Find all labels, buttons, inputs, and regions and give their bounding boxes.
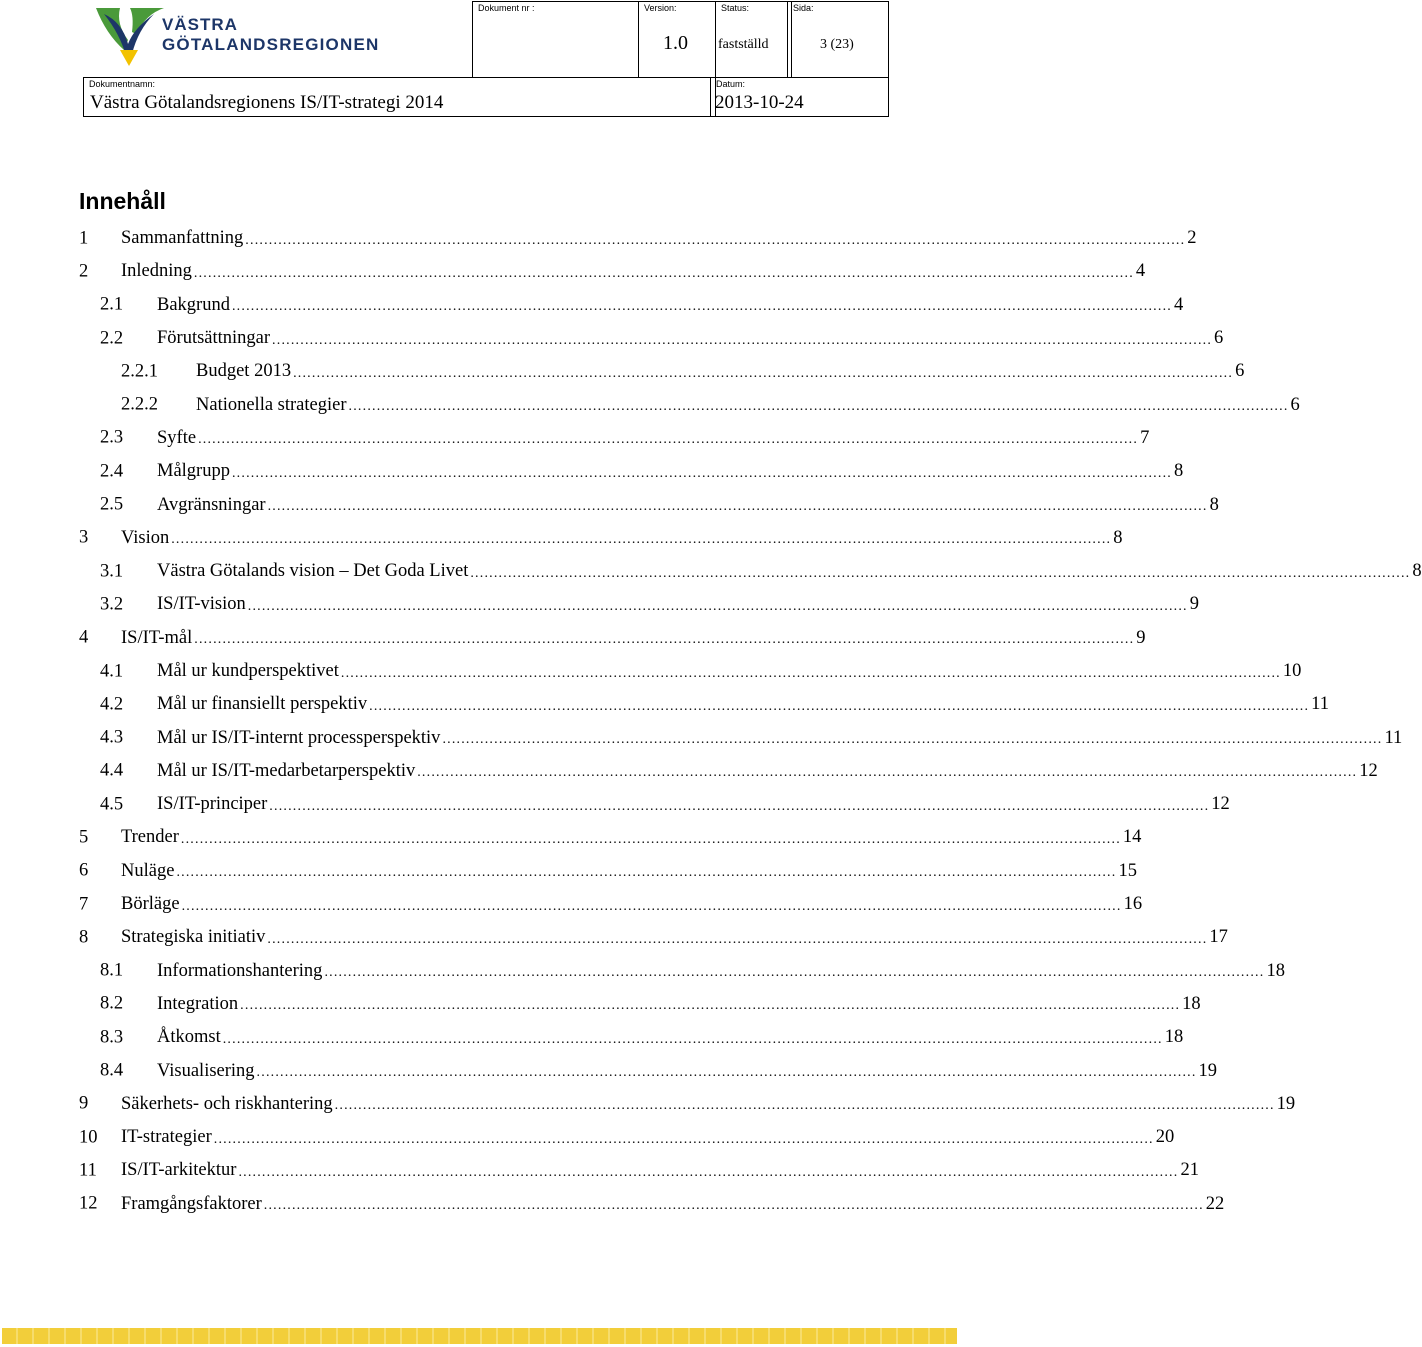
toc-entry-line <box>121 1154 1199 1187</box>
toc-entry-number: 4.5 <box>100 794 124 815</box>
status-value: fastställd <box>718 37 769 52</box>
toc-entry[interactable] <box>79 255 1146 288</box>
toc-entry-number: 4.3 <box>100 727 124 748</box>
toc-dot-leader: ........................................................................................................................................................................................................ <box>369 698 1310 714</box>
toc-dot-leader: ........................................................................................................................................................................................................ <box>256 1065 1197 1081</box>
toc-entry[interactable] <box>79 655 1302 688</box>
toc-dot-leader: ........................................................................................................................................................................................................ <box>171 532 1112 548</box>
toc-entry-page: 2 <box>1187 228 1197 249</box>
toc-entry-title: Mål ur IS/IT-internt processperspektiv <box>157 727 441 748</box>
toc-entry-number: 10 <box>79 1127 98 1148</box>
toc-entry[interactable] <box>79 488 1219 521</box>
toc-entry-number: 7 <box>79 894 89 915</box>
toc-entry[interactable] <box>79 289 1184 322</box>
page-cell <box>787 1 889 78</box>
toc-entry-line <box>157 322 1224 355</box>
toc-entry-number: 8.2 <box>100 993 124 1014</box>
date-cell <box>710 77 889 117</box>
toc-entry-title: IS/IT-arkitektur <box>121 1160 237 1181</box>
toc-entry-title: Avgränsningar <box>157 494 266 515</box>
toc-dot-leader: ........................................................................................................................................................................................................ <box>180 831 1121 847</box>
toc-entry[interactable] <box>79 755 1378 788</box>
version-cell <box>638 1 716 78</box>
toc-entry-line <box>121 622 1146 655</box>
toc-entry-page: 14 <box>1122 827 1142 848</box>
toc-entry-title: Mål ur finansiellt perspektiv <box>157 694 368 715</box>
toc-entry-title: IS/IT-vision <box>157 594 246 615</box>
toc-dot-leader: ........................................................................................................................................................................................................ <box>247 598 1188 614</box>
toc-entry-page: 8 <box>1412 561 1422 582</box>
toc-entry-line <box>157 988 1201 1021</box>
toc-entry-title: Visualisering <box>157 1060 255 1081</box>
status-cell <box>715 1 792 78</box>
toc-entry-line <box>121 1121 1175 1154</box>
logo-text-line1: VÄSTRA <box>162 15 238 34</box>
toc-dot-leader: ........................................................................................................................................................................................................ <box>181 898 1122 914</box>
page-label: Sida: <box>793 3 814 13</box>
toc-entry-line <box>157 755 1378 788</box>
doc-number-cell <box>472 1 639 78</box>
toc-entry-page: 17 <box>1209 927 1228 948</box>
toc-entry-line <box>196 388 1300 421</box>
toc-dot-leader: ........................................................................................................................................................................................................ <box>348 399 1289 415</box>
toc-entry-page: 8 <box>1209 494 1219 515</box>
toc-entry-line <box>196 355 1245 388</box>
toc-entry-line <box>121 1188 1225 1221</box>
toc-entry-title: Västra Götalands vision – Det Goda Livet <box>157 561 469 582</box>
toc-entry[interactable] <box>79 1088 1296 1121</box>
toc-entry-number: 2.2.1 <box>121 361 158 382</box>
toc-entry-number: 4 <box>79 627 89 648</box>
toc-entry-page: 19 <box>1198 1060 1218 1081</box>
toc-dot-leader: ........................................................................................................................................................................................................ <box>417 765 1358 781</box>
toc-entry-line <box>157 588 1199 621</box>
toc-entry[interactable] <box>79 1154 1199 1187</box>
toc-entry[interactable] <box>79 455 1184 488</box>
toc-entry-line <box>121 255 1146 288</box>
toc-entry-line <box>157 1054 1218 1087</box>
toc-entry-title: Säkerhets- och riskhantering <box>121 1093 333 1114</box>
logo-text-line2: GÖTALANDSREGIONEN <box>162 35 380 54</box>
toc-entry-page: 4 <box>1135 261 1146 282</box>
toc-entry-page: 20 <box>1155 1127 1175 1148</box>
toc-entry-page: 6 <box>1214 328 1224 349</box>
toc-entry-number: 4.1 <box>100 661 124 681</box>
toc-entry-page: 8 <box>1113 527 1123 548</box>
toc-dot-leader: ........................................................................................................................................................................................................ <box>231 465 1172 481</box>
toc-entry-title: Informationshantering <box>157 960 323 981</box>
doc-name-label: Dokumentnamn: <box>89 79 156 89</box>
toc-entry[interactable] <box>79 222 1197 255</box>
toc-entry-title: IS/IT-mål <box>121 627 193 648</box>
toc-entry-line <box>157 955 1285 988</box>
toc-entry-page: 19 <box>1276 1093 1296 1114</box>
toc-entry-line <box>121 921 1228 954</box>
toc-entry-line <box>157 455 1184 488</box>
toc-entry-number: 2.2 <box>100 328 124 349</box>
toc-entry-number: 1 <box>79 228 89 249</box>
toc-entry-number: 5 <box>79 827 89 848</box>
toc-entry-page: 4 <box>1173 294 1184 315</box>
toc-entry-page: 9 <box>1189 594 1199 615</box>
toc-entry-number: 4.2 <box>100 694 124 715</box>
toc-entry-number: 11 <box>79 1160 97 1181</box>
toc-entry-page: 18 <box>1266 960 1285 981</box>
toc-entry-title: Nuläge <box>121 860 175 881</box>
toc-entry-title: Trender <box>121 827 179 848</box>
toc-entry[interactable] <box>79 888 1143 921</box>
toc-entry-title: Börläge <box>121 894 180 915</box>
toc-entry-number: 3.1 <box>100 561 124 582</box>
toc-entry-line <box>157 688 1329 721</box>
toc-dot-leader: ........................................................................................................................................................................................................ <box>334 1098 1275 1114</box>
toc-dot-leader: ........................................................................................................................................................................................................ <box>213 1131 1154 1147</box>
toc-entry[interactable] <box>79 355 1245 388</box>
toc-entry-title: IS/IT-principer <box>157 794 268 815</box>
toc-entry[interactable] <box>79 1054 1218 1087</box>
toc-entry-page: 6 <box>1290 394 1300 415</box>
toc-entry-page: 11 <box>1384 727 1403 748</box>
toc-heading: Innehåll <box>79 188 166 214</box>
toc-dot-leader: ........................................................................................................................................................................................................ <box>198 432 1139 448</box>
toc-dot-leader: ........................................................................................................................................................................................................ <box>240 998 1181 1014</box>
toc-entry-line <box>121 1088 1296 1121</box>
toc-dot-leader: ........................................................................................................................................................................................................ <box>193 265 1134 281</box>
toc-entry-number: 8 <box>79 927 89 948</box>
toc-entry-line <box>157 721 1403 754</box>
toc-entry-title: Framgångsfaktorer <box>121 1193 262 1214</box>
toc-entry-page: 21 <box>1180 1160 1199 1181</box>
toc-entry-number: 2.1 <box>100 294 124 315</box>
document-header-table <box>83 1 889 117</box>
toc-dot-leader: ........................................................................................................................................................................................................ <box>269 798 1210 814</box>
version-value: 1.0 <box>663 32 688 54</box>
date-label: Datum: <box>716 79 746 89</box>
toc-entry-line <box>121 821 1142 854</box>
toc-entry-line <box>121 888 1143 921</box>
toc-entry-number: 12 <box>79 1193 98 1214</box>
toc-entry[interactable] <box>79 1188 1225 1221</box>
toc-entry-line <box>157 488 1219 521</box>
doc-name-cell <box>83 77 716 117</box>
toc-entry[interactable] <box>79 622 1146 655</box>
toc-entry-title: Budget 2013 <box>196 361 292 382</box>
toc-entry-title: Inledning <box>121 261 192 282</box>
toc-entry[interactable] <box>79 688 1329 721</box>
toc-dot-leader: ........................................................................................................................................................................................................ <box>442 732 1383 748</box>
toc-entry[interactable] <box>79 422 1150 455</box>
toc-entry-title: Mål ur IS/IT-medarbetarperspektiv <box>157 760 416 781</box>
toc-entry[interactable] <box>79 588 1199 621</box>
toc-entry-title: Syfte <box>157 427 197 448</box>
toc-entry-number: 2 <box>79 261 89 282</box>
toc-entry-number: 8.1 <box>100 960 124 981</box>
toc-entry-page: 7 <box>1140 427 1150 448</box>
toc-entry-title: Förutsättningar <box>157 328 271 349</box>
status-label: Status: <box>721 3 750 13</box>
toc-entry[interactable] <box>79 388 1300 421</box>
doc-name-value: Västra Götalandsregionens IS/IT-strategi 2014 <box>90 92 444 113</box>
toc-entry-number: 9 <box>79 1093 89 1114</box>
toc-entry-page: 10 <box>1282 661 1302 681</box>
toc-entry-page: 22 <box>1205 1193 1225 1214</box>
toc-entry-number: 2.3 <box>100 427 124 448</box>
toc-entry-number: 3.2 <box>100 594 124 615</box>
toc-entry-title: Strategiska initiativ <box>121 927 266 948</box>
toc-entry-line <box>121 222 1197 255</box>
toc-entry-line <box>121 855 1137 888</box>
toc-entry-line <box>157 289 1184 322</box>
toc-entry-page: 12 <box>1359 760 1378 781</box>
toc-entry-line <box>157 1021 1184 1054</box>
toc-entry-number: 2.5 <box>100 494 124 515</box>
toc-dot-leader: ........................................................................................................................................................................................................ <box>324 965 1265 981</box>
toc-dot-leader: ........................................................................................................................................................................................................ <box>267 499 1208 515</box>
toc-dot-leader: ........................................................................................................................................................................................................ <box>231 299 1172 315</box>
toc-entry-page: 15 <box>1118 860 1137 881</box>
toc-entry-page: 6 <box>1235 361 1245 382</box>
toc-entry-number: 8.4 <box>100 1060 124 1081</box>
toc-entry-page: 9 <box>1136 627 1146 648</box>
toc-entry-title: Integration <box>157 993 239 1014</box>
toc-entry-page: 12 <box>1211 794 1230 815</box>
toc-entry-title: Åtkomst <box>157 1027 221 1048</box>
toc-entry[interactable] <box>79 821 1142 854</box>
toc-entry-line <box>157 655 1302 688</box>
toc-entry[interactable] <box>79 555 1422 588</box>
toc-entry[interactable] <box>79 788 1230 821</box>
page-value: 3 (23) <box>820 37 854 52</box>
toc-entry[interactable] <box>79 721 1403 754</box>
toc-entry-number: 8.3 <box>100 1027 124 1048</box>
toc-dot-leader: ........................................................................................................................................................................................................ <box>267 931 1208 947</box>
toc-dot-leader: ........................................................................................................................................................................................................ <box>272 332 1213 348</box>
toc-entry-title: Sammanfattning <box>121 228 244 249</box>
toc-entry-line <box>157 555 1422 588</box>
toc-entry-number: 6 <box>79 860 89 881</box>
toc-dot-leader: ........................................................................................................................................................................................................ <box>340 665 1281 681</box>
toc-dot-leader: ........................................................................................................................................................................................................ <box>238 1164 1179 1180</box>
toc-dot-leader: ........................................................................................................................................................................................................ <box>293 365 1234 381</box>
toc-entry[interactable] <box>79 1021 1184 1054</box>
toc-entry[interactable] <box>79 921 1228 954</box>
toc-entry-line <box>157 422 1150 455</box>
toc-entry-line <box>121 522 1123 555</box>
toc-entry-title: Nationella strategier <box>196 394 347 415</box>
version-label: Version: <box>644 3 677 13</box>
toc-entry[interactable] <box>79 322 1224 355</box>
toc-entry[interactable] <box>79 955 1285 988</box>
toc-entry[interactable] <box>79 988 1201 1021</box>
toc-entry-line <box>157 788 1230 821</box>
toc-dot-leader: ........................................................................................................................................................................................................ <box>222 1031 1163 1047</box>
table-of-contents <box>79 222 1422 1221</box>
toc-entry-page: 18 <box>1182 993 1201 1014</box>
toc-entry[interactable] <box>79 855 1137 888</box>
toc-entry-title: Bakgrund <box>157 294 230 315</box>
toc-entry-title: Målgrupp <box>157 461 230 482</box>
toc-entry-title: IT-strategier <box>121 1127 212 1148</box>
toc-entry-title: Vision <box>121 527 170 548</box>
toc-entry-page: 8 <box>1173 461 1184 482</box>
toc-entry-number: 4.4 <box>100 760 124 781</box>
toc-entry[interactable] <box>79 1121 1175 1154</box>
toc-entry-number: 2.2.2 <box>121 394 158 415</box>
toc-dot-leader: ........................................................................................................................................................................................................ <box>470 565 1411 581</box>
toc-entry-page: 11 <box>1311 694 1329 715</box>
toc-entry-page: 16 <box>1123 894 1143 915</box>
toc-entry-number: 2.4 <box>100 461 124 482</box>
toc-dot-leader: ........................................................................................................................................................................................................ <box>194 632 1135 648</box>
footer-color-bar <box>2 1328 957 1344</box>
toc-entry-page: 18 <box>1164 1027 1184 1048</box>
toc-entry-title: Mål ur kundperspektivet <box>157 661 339 681</box>
toc-dot-leader: ........................................................................................................................................................................................................ <box>245 232 1186 248</box>
toc-dot-leader: ........................................................................................................................................................................................................ <box>176 865 1117 881</box>
toc-entry-number: 3 <box>79 527 89 548</box>
date-value: 2013-10-24 <box>715 92 804 113</box>
toc-dot-leader: ........................................................................................................................................................................................................ <box>263 1198 1204 1214</box>
doc-number-label: Dokument nr : <box>478 3 535 13</box>
toc-entry[interactable] <box>79 522 1123 555</box>
